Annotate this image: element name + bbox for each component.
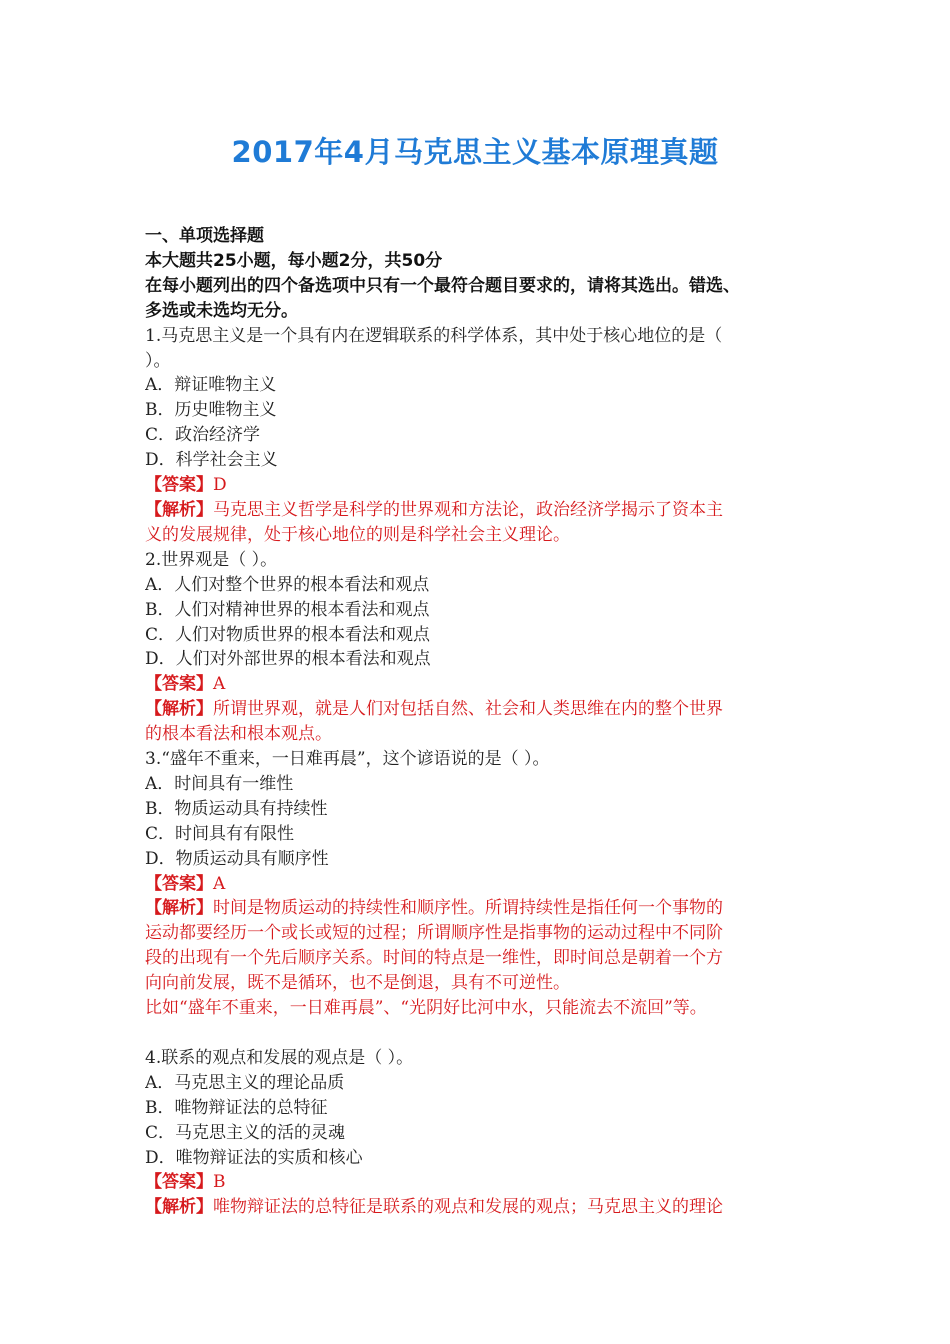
analysis-tag: 【解析】	[145, 1197, 213, 1218]
analysis-text: 义的发展规律，处于核心地位的则是科学社会主义理论。	[145, 524, 570, 545]
option-b: B．唯物辩证法的总特征	[145, 1097, 328, 1118]
analysis-text: 向向前发展，既不是循环，也不是倒退，具有不可逆性。	[145, 973, 570, 994]
document-title: 2017年4月马克思主义基本原理真题	[231, 135, 719, 169]
question-stem: ）。	[145, 350, 171, 371]
answer-line	[145, 1170, 815, 1195]
question-3	[145, 747, 815, 1021]
option-c: C．马克思主义的活的灵魂	[145, 1122, 346, 1143]
question-stem: 4.联系的观点和发展的观点是（ ）。	[145, 1047, 414, 1068]
question-stem: 3.“盛年不重来，一日难再晨”，这个谚语说的是（ ）。	[145, 749, 550, 770]
answer-value: A	[213, 674, 226, 695]
answer-value: A	[213, 873, 226, 894]
question-2	[145, 548, 815, 747]
analysis-tag: 【解析】	[145, 898, 213, 919]
option-a: A．时间具有一维性	[145, 773, 294, 794]
question-4	[145, 1046, 815, 1220]
option-b: B．历史唯物主义	[145, 400, 277, 421]
option-d: D．物质运动具有顺序性	[145, 848, 329, 869]
option-a: A．人们对整个世界的根本看法和观点	[145, 574, 430, 595]
analysis-line	[145, 896, 815, 921]
option-b: B．人们对精神世界的根本看法和观点	[145, 599, 430, 620]
analysis-text: 运动都要经历一个或长或短的过程；所谓顺序性是指事物的运动过程中不同阶	[145, 923, 723, 944]
answer-line	[145, 872, 815, 897]
analysis-tag: 【解析】	[145, 699, 213, 720]
section-heading: 一、单项选择题	[145, 226, 264, 246]
option-c: C．政治经济学	[145, 425, 261, 446]
section-instruction: 在每小题列出的四个备选项中只有一个最符合题目要求的，请将其选出。错选、	[145, 275, 740, 296]
option-c: C．时间具有有限性	[145, 823, 295, 844]
analysis-text: 所谓世界观，就是人们对包括自然、社会和人类思维在内的整个世界	[213, 699, 723, 720]
analysis-text: 段的出现有一个先后顺序关系。时间的特点是一维性，即时间总是朝着一个方	[145, 948, 723, 969]
option-c: C．人们对物质世界的根本看法和观点	[145, 624, 431, 645]
question-1	[145, 324, 815, 548]
answer-value: D	[213, 475, 227, 496]
analysis-text: 时间是物质运动的持续性和顺序性。所谓持续性是指任何一个事物的	[213, 898, 723, 919]
analysis-line	[145, 697, 815, 722]
analysis-text: 马克思主义哲学是科学的世界观和方法论，政治经济学揭示了资本主	[213, 499, 723, 520]
section-summary: 本大题共25小题，每小题2分，共50分	[145, 250, 443, 271]
option-d: D．唯物辩证法的实质和核心	[145, 1147, 363, 1168]
analysis-tag: 【解析】	[145, 499, 213, 520]
question-stem: 2.世界观是（ ）。	[145, 549, 278, 570]
section-instruction: 多选或未选均无分。	[145, 300, 298, 321]
answer-line	[145, 473, 815, 498]
analysis-text: 唯物辩证法的总特征是联系的观点和发展的观点；马克思主义的理论	[213, 1197, 723, 1218]
answer-tag: 【答案】	[145, 475, 213, 496]
answer-tag: 【答案】	[145, 674, 213, 695]
option-d: D．人们对外部世界的根本看法和观点	[145, 649, 431, 670]
analysis-text: 的根本看法和根本观点。	[145, 724, 332, 745]
option-a: A．辩证唯物主义	[145, 375, 277, 396]
option-d: D．科学社会主义	[145, 450, 278, 471]
analysis-line	[145, 1195, 815, 1220]
answer-line	[145, 672, 815, 697]
blank-line	[145, 1021, 815, 1046]
analysis-text: 比如“盛年不重来，一日难再晨”、“光阴好比河中水，只能流去不流回”等。	[145, 998, 707, 1019]
answer-tag: 【答案】	[145, 873, 213, 894]
document-body	[145, 224, 815, 1220]
question-stem: 1.马克思主义是一个具有内在逻辑联系的科学体系，其中处于核心地位的是（	[145, 325, 723, 346]
answer-value: B	[213, 1172, 226, 1193]
answer-tag: 【答案】	[145, 1172, 213, 1193]
analysis-line	[145, 498, 815, 523]
option-a: A．马克思主义的理论品质	[145, 1072, 345, 1093]
option-b: B．物质运动具有持续性	[145, 798, 328, 819]
